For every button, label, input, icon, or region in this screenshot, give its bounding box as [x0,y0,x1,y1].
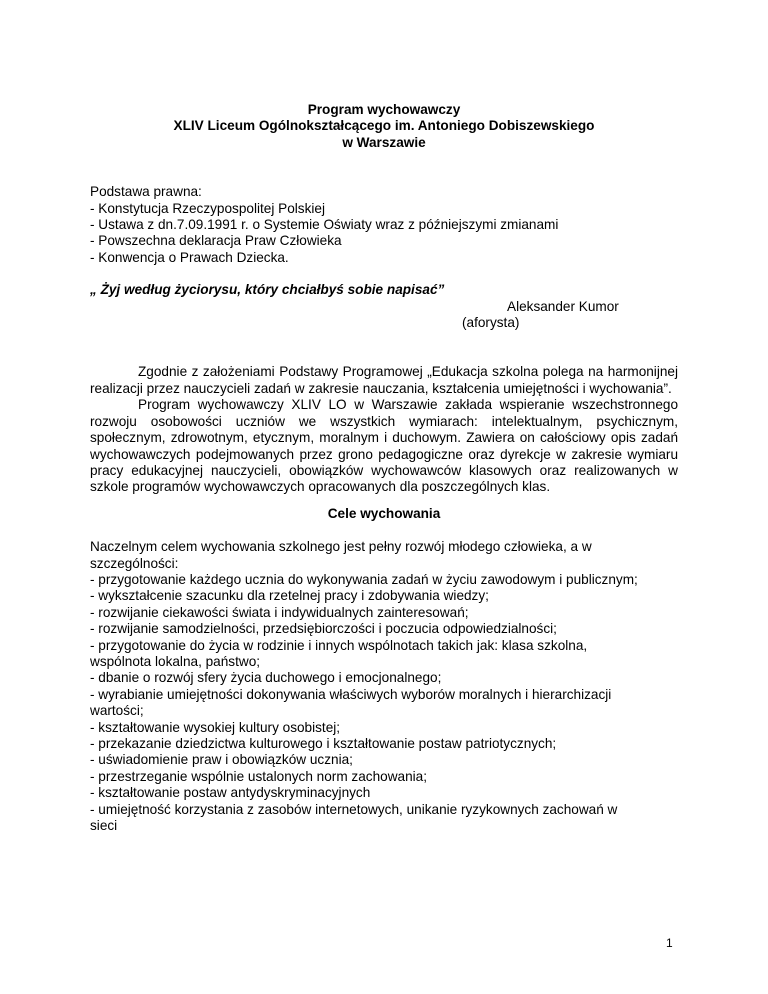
goals-line: - przekazanie dziedzictwa kulturowego i kształtowanie postaw patriotycznych; [90,736,557,751]
legal-basis-item: - Ustawa z dn.7.09.1991 r. o Systemie Oświaty wraz z późniejszymi zmianami [90,217,559,233]
goals-line: - kształtowanie wysokiej kultury osobistej; [90,719,341,735]
goals-list [90,539,678,834]
goals-line: - kształtowanie postaw antydyskryminacyjnych [90,785,371,801]
motto-section [90,282,678,331]
legal-basis-heading: Podstawa prawna: [90,184,202,200]
motto-author: Aleksander Kumor [507,298,619,314]
goals-line: szczególności: [90,555,179,571]
motto-author-role: (aforysta) [462,315,520,331]
page-number: 1 [666,936,673,950]
document-title [90,102,678,151]
legal-basis-item: - Powszechna deklaracja Praw Człowieka [90,233,342,249]
goals-line: - przestrzeganie wspólnie ustalonych norm zachowania; [90,768,427,784]
legal-basis-item: - Konstytucja Rzeczypospolitej Polskiej [90,200,325,216]
document-page [90,102,678,834]
motto-quote: „ Żyj według życiorysu, który chciałbyś sobie napisać” [90,282,445,298]
legal-basis-item: - Konwencja o Prawach Dziecka. [90,249,289,265]
title-line-2: XLIV Liceum Ogólnokształcącego im. Antoniego Dobiszewskiego [173,118,595,134]
goals-line: - przygotowanie każdego ucznia do wykonywania zadań w życiu zawodowym i publicznym; [90,571,638,587]
title-line-1: Program wychowawczy [307,102,461,117]
goals-heading: Cele wychowania [327,505,441,521]
goals-line: - przygotowanie do życia w rodzinie i innych wspólnotach takich jak: klasa szkolna, [90,637,588,653]
goals-line: Naczelnym celem wychowania szkolnego jest pełny rozwój młodego człowieka, a w [90,539,592,555]
goals-line: - dbanie o rozwój sfery życia duchowego i emocjonalnego; [90,670,442,686]
intro-section [90,364,678,495]
intro-paragraph-2: Program wychowawczy XLIV LO w Warszawie zakłada wspieranie wszechstronnego rozwoju osobowości uczniów we wszystkich wymiarach: intelektualnym, psychicznym, społecznym, zdrowotnym, etycznym, moralnym i duchowym. Zawiera on całościowy opis zadań wychowawczych podejmowanych przez grono pedagogiczne oraz dyrekcje w zakresie wymiaru pracy edukacyjnej nauczycieli, obowiązków wychowawców klasowych oraz realizowanych w szkole programów wychowawczych opracowanych dla poszczególnych klas. [90,397,678,495]
goals-line: - umiejętność korzystania z zasobów internetowych, unikanie ryzykownych zachowań w [90,801,618,817]
goals-line: - wykształcenie szacunku dla rzetelnej pracy i zdobywania wiedzy; [90,588,489,604]
goals-line: - wyrabianie umiejętności dokonywania właściwych wyborów moralnych i hierarchizacji [90,686,612,702]
goals-line: sieci [90,818,118,834]
goals-line: - uświadomienie praw i obowiązków ucznia; [90,752,353,768]
goals-line: wspólnota lokalna, państwo; [90,653,261,669]
intro-paragraph-1: Zgodnie z założeniami Podstawy Programowej „Edukacja szkolna polega na harmonijnej realizacji przez nauczycieli zadań w zakresie nauczania, kształcenia umiejętności i wychowania”. [90,364,678,396]
title-line-3: w Warszawie [342,134,426,150]
goals-line: - rozwijanie samodzielności, przedsiębiorczości i poczucia odpowiedzialności; [90,621,557,637]
goals-line: wartości; [90,703,144,719]
goals-line: - rozwijanie ciekawości świata i indywidualnych zainteresowań; [90,604,469,620]
legal-basis-section [90,184,678,266]
